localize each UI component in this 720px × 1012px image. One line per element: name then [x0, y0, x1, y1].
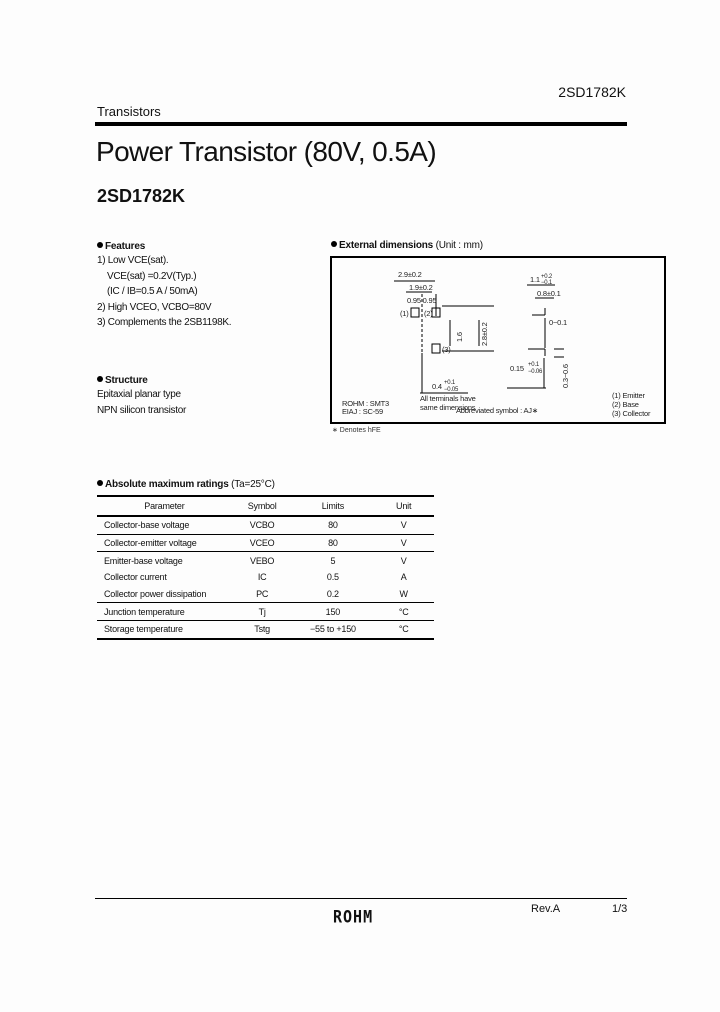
- ratings-heading: Absolute maximum ratings (Ta=25°C): [97, 479, 275, 490]
- feature-line: (IC / IB=0.5 A / 50mA): [107, 286, 198, 297]
- feature-line: 2) High VCEO, VCBO=80V: [97, 301, 212, 313]
- svg-text:+0.1: +0.1: [444, 380, 456, 386]
- package-outline-drawing: [332, 258, 668, 426]
- table-row: Collector-emitter voltage VCEO 80 V: [97, 534, 434, 552]
- svg-text:All terminals have: All terminals have: [420, 394, 476, 403]
- svg-text:0.15: 0.15: [510, 364, 524, 373]
- svg-text:2.8±0.2: 2.8±0.2: [480, 322, 489, 346]
- footer-divider: [95, 898, 627, 899]
- structure-heading: Structure: [97, 375, 186, 386]
- svg-text:(3): (3): [442, 345, 451, 354]
- bullet-icon: [331, 241, 337, 247]
- svg-text:1.9±0.2: 1.9±0.2: [409, 283, 433, 292]
- structure-line: Epitaxial planar type: [97, 389, 181, 400]
- revision-label: Rev.A: [531, 903, 561, 915]
- svg-text:0.8±0.1: 0.8±0.1: [537, 289, 561, 298]
- part-number-heading: 2SD1782K: [97, 186, 186, 206]
- svg-text:ROHM : SMT3: ROHM : SMT3: [342, 399, 389, 408]
- column-header: Symbol: [232, 496, 293, 516]
- svg-text:2.9±0.2: 2.9±0.2: [398, 270, 422, 279]
- svg-text:Abbreviated symbol : AJ∗: Abbreviated symbol : AJ∗: [456, 406, 538, 415]
- bullet-icon: [97, 376, 103, 382]
- bullet-icon: [97, 480, 103, 486]
- ratings-table: [97, 495, 434, 640]
- header-divider: [95, 122, 627, 126]
- svg-text:+0.2: +0.2: [541, 274, 553, 280]
- page-number: 1/3: [612, 903, 628, 915]
- dimensions-footnote: ∗ Denotes hFE: [332, 427, 381, 434]
- table-row: Collector-base voltage VCBO 80 V: [104, 520, 407, 531]
- svg-text:EIAJ : SC-59: EIAJ : SC-59: [342, 407, 383, 416]
- svg-text:0~0.1: 0~0.1: [549, 318, 567, 327]
- features-heading: Features: [97, 241, 231, 252]
- svg-text:−0.06: −0.06: [528, 369, 543, 375]
- table-row: Junction temperature Tj 150 °C: [97, 603, 434, 621]
- svg-text:0.3~0.6: 0.3~0.6: [561, 364, 570, 388]
- structure-line: NPN silicon transistor: [97, 404, 186, 416]
- table-header-row: [97, 496, 434, 516]
- svg-text:−0.1: −0.1: [541, 280, 553, 286]
- table-row: Storage temperature Tstg −55 to +150 °C: [97, 621, 434, 639]
- svg-text:−0.05: −0.05: [444, 387, 459, 393]
- svg-text:(2): (2): [424, 309, 433, 318]
- column-header: Unit: [373, 496, 434, 516]
- header-part-number: 2SD1782K: [558, 84, 626, 100]
- feature-line: VCE(sat) =0.2V(Typ.): [107, 270, 197, 282]
- page-title: Power Transistor (80V, 0.5A): [96, 136, 437, 167]
- svg-text:0.4: 0.4: [432, 382, 442, 391]
- svg-text:(1): (1): [400, 309, 409, 318]
- structure-section: [97, 375, 186, 418]
- svg-text:1.1: 1.1: [530, 275, 540, 284]
- svg-text:(1) Emitter: (1) Emitter: [612, 391, 645, 400]
- column-header: Parameter: [97, 496, 232, 516]
- dimensions-heading: External dimensions (Unit : mm): [331, 240, 483, 251]
- bullet-icon: [97, 242, 103, 248]
- table-row: Collector power dissipation PC 0.2 W: [104, 589, 408, 600]
- column-header: Limits: [292, 496, 373, 516]
- feature-line: 3) Complements the 2SB1198K.: [97, 317, 232, 328]
- feature-line: 1) Low VCE(sat).: [97, 255, 169, 266]
- category-label: Transistors: [97, 104, 161, 119]
- svg-text:1.6: 1.6: [455, 332, 464, 342]
- features-section: [97, 241, 231, 331]
- table-row: Collector current IC 0.5 A: [104, 572, 407, 583]
- dimensions-diagram: [330, 256, 666, 424]
- svg-text:0.95 0.95: 0.95 0.95: [407, 296, 437, 305]
- svg-text:(2) Base: (2) Base: [612, 400, 639, 409]
- svg-text:same dimensions: same dimensions: [420, 403, 476, 412]
- table-row: Emitter-base voltage VEBO 5 V: [97, 552, 434, 569]
- rohm-logo: ROHM: [333, 907, 374, 927]
- svg-text:(3) Collector: (3) Collector: [612, 409, 651, 418]
- svg-text:+0.1: +0.1: [528, 362, 540, 368]
